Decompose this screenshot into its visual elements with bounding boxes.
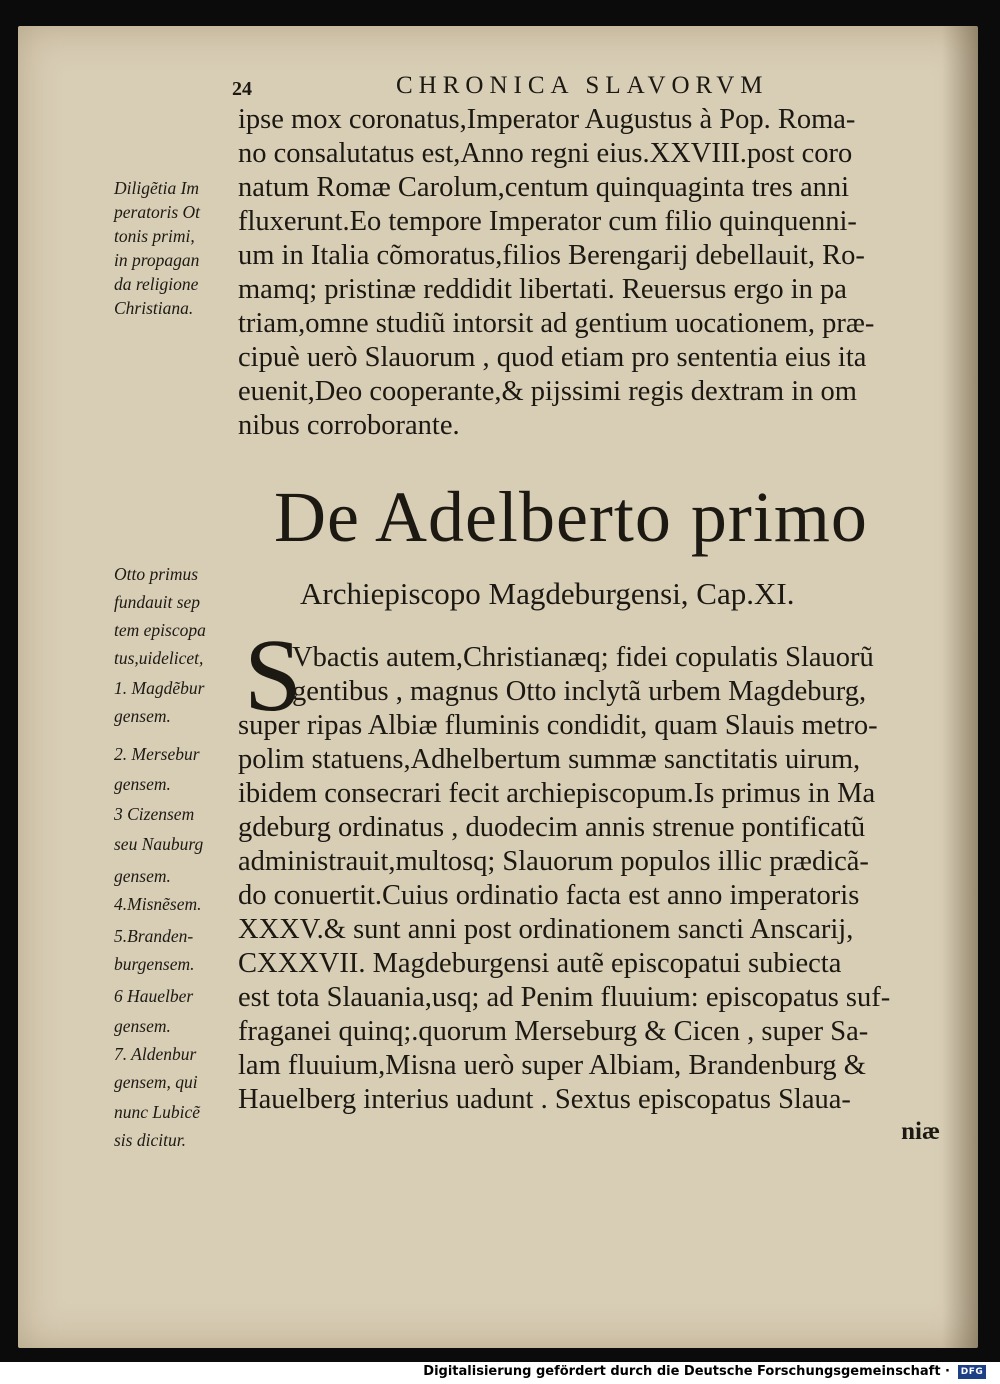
chapter-subtitle: Archiepiscopo Magdeburgensi, Cap.XI. (300, 576, 795, 611)
text-line: XXXV.& sunt anni post ordinationem sancti Anscarij, (238, 914, 854, 945)
margin-line: gensem. (114, 706, 171, 726)
margin-line: nunc Lubicẽ (114, 1102, 201, 1122)
text-line: fluxerunt.Eo tempore Imperator cum filio quinquenni- (238, 206, 857, 237)
text-line: CXXXVII. Magdeburgensi autẽ episcopatui subiecta (238, 948, 842, 979)
margin-line: gensem. (114, 774, 171, 794)
margin-line: gensem. (114, 1016, 171, 1036)
margin-line: 4.Misnẽsem. (114, 894, 202, 914)
margin-line: da religione (114, 274, 199, 294)
text-line: ipse mox coronatus,Imperator Augustus à Pop. Roma- (238, 104, 856, 135)
funding-notice: Digitalisierung gefördert durch die Deutsche Forschungsgemeinschaft · (423, 1364, 950, 1379)
margin-line: tonis primi, (114, 226, 195, 246)
text-line: Hauelberg interius uadunt . Sextus episcopatus Slaua- (238, 1084, 851, 1115)
drop-cap: S (244, 618, 302, 733)
catchword: niæ (901, 1118, 940, 1145)
text-line: super ripas Albiæ fluminis condidit, quam Slauis metro- (238, 710, 878, 741)
margin-line: Otto primus (114, 564, 199, 584)
dfg-logo-icon: DFG (958, 1365, 986, 1379)
text-line: gentibus , magnus Otto inclytã urbem Magdeburg, (292, 676, 867, 707)
margin-line: Christiana. (114, 298, 194, 318)
margin-line: 6 Hauelber (114, 986, 194, 1006)
text-line: lam fluuium,Misna uerò super Albiam, Brandenburg & (238, 1050, 866, 1081)
text-line: triam,omne studiũ intorsit ad gentium uocationem, præ- (238, 308, 875, 339)
text-line: est tota Slauania,usq; ad Penim fluuium: episcopatus suf- (238, 982, 891, 1013)
margin-line: Diligẽtia Im (114, 178, 200, 198)
text-line: no consalutatus est,Anno regni eius.XXVIII.post coro (238, 138, 853, 169)
margin-line: 3 Cizensem (114, 804, 195, 824)
text-line: fraganei quinq;.quorum Merseburg & Cicen , super Sa- (238, 1016, 869, 1047)
text-line: gdeburg ordinatus , duodecim annis strenue pontificatũ (238, 812, 866, 843)
margin-line: gensem, qui (114, 1072, 198, 1092)
text-line: Vbactis autem,Christianæq; fidei copulatis Slauorũ (292, 642, 874, 673)
text-line: cipuè uerò Slauorum , quod etiam pro sententia eius ita (238, 342, 867, 373)
margin-line: peratoris Ot (114, 202, 201, 222)
margin-line: 2. Mersebur (114, 744, 200, 764)
text-line: nibus corroborante. (238, 410, 460, 441)
margin-line: burgensem. (114, 954, 195, 974)
text-line: natum Romæ Carolum,centum quinquaginta tres anni (238, 172, 850, 203)
margin-line: tem episcopa (114, 620, 206, 640)
chapter-title: De Adelberto primo (274, 477, 868, 557)
text-line: ibidem consecrari fecit archiepiscopum.Is primus in Ma (238, 778, 876, 809)
margin-line: fundauit sep (114, 592, 201, 612)
margin-line: gensem. (114, 866, 171, 886)
margin-line: 1. Magdẽbur (114, 678, 205, 698)
margin-line: in propagan (114, 250, 200, 270)
page-number: 24 (232, 78, 252, 100)
text-line: administrauit,multosq; Slauorum populos illic prædicã- (238, 846, 869, 877)
text-line: euenit,Deo cooperante,& pijssimi regis dextram in om (238, 376, 857, 407)
margin-line: seu Nauburg (114, 834, 204, 854)
running-head: CHRONICA SLAVORVM (396, 72, 769, 99)
margin-line: tus,uidelicet, (114, 648, 204, 668)
margin-line: 7. Aldenbur (114, 1044, 197, 1064)
margin-line: sis dicitur. (114, 1130, 186, 1150)
text-line: mamq; pristinæ reddidit libertati. Reuersus ergo in pa (238, 274, 847, 305)
page-shadow (942, 26, 978, 1348)
text-line: polim statuens,Adhelbertum summæ sanctitatis uirum, (238, 744, 861, 775)
book-page (18, 26, 978, 1348)
text-line: do conuertit.Cuius ordinatio facta est anno imperatoris (238, 880, 860, 911)
text-line: um in Italia cõmoratus,filios Berengarij debellauit, Ro- (238, 240, 865, 271)
margin-line: 5.Branden- (114, 926, 194, 946)
